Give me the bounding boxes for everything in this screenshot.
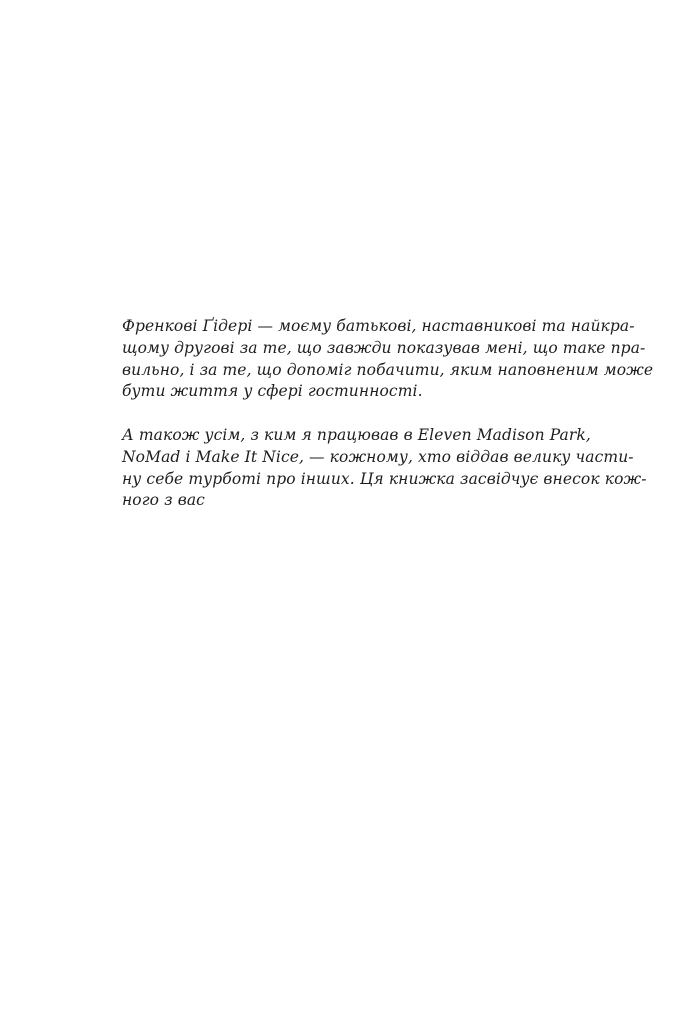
dedication-line: вильно, і за те, що допоміг побачити, яким наповненим може [122, 360, 654, 379]
dedication-line: бути життя у сфері гостинності. [122, 382, 423, 401]
dedication-text-block [122, 316, 654, 512]
dedication-paragraph-2 [122, 425, 647, 512]
dedication-line: NoMad і Make It Nice, — кожному, хто віддав велику части- [122, 447, 634, 466]
dedication-line: ну себе турботі про інших. Ця книжка засвідчує внесок кож- [122, 469, 647, 488]
dedication-line: щому другові за те, що завжди показував мені, що таке пра- [122, 338, 646, 357]
dedication-line: Френкові Ґідері — моєму батькові, наставникові та найкра- [122, 317, 635, 335]
dedication-paragraph-1 [122, 316, 654, 403]
dedication-line: ного з вас [122, 491, 205, 510]
dedication-line: А також усім, з ким я працював в Eleven Madison Park, [122, 426, 591, 444]
